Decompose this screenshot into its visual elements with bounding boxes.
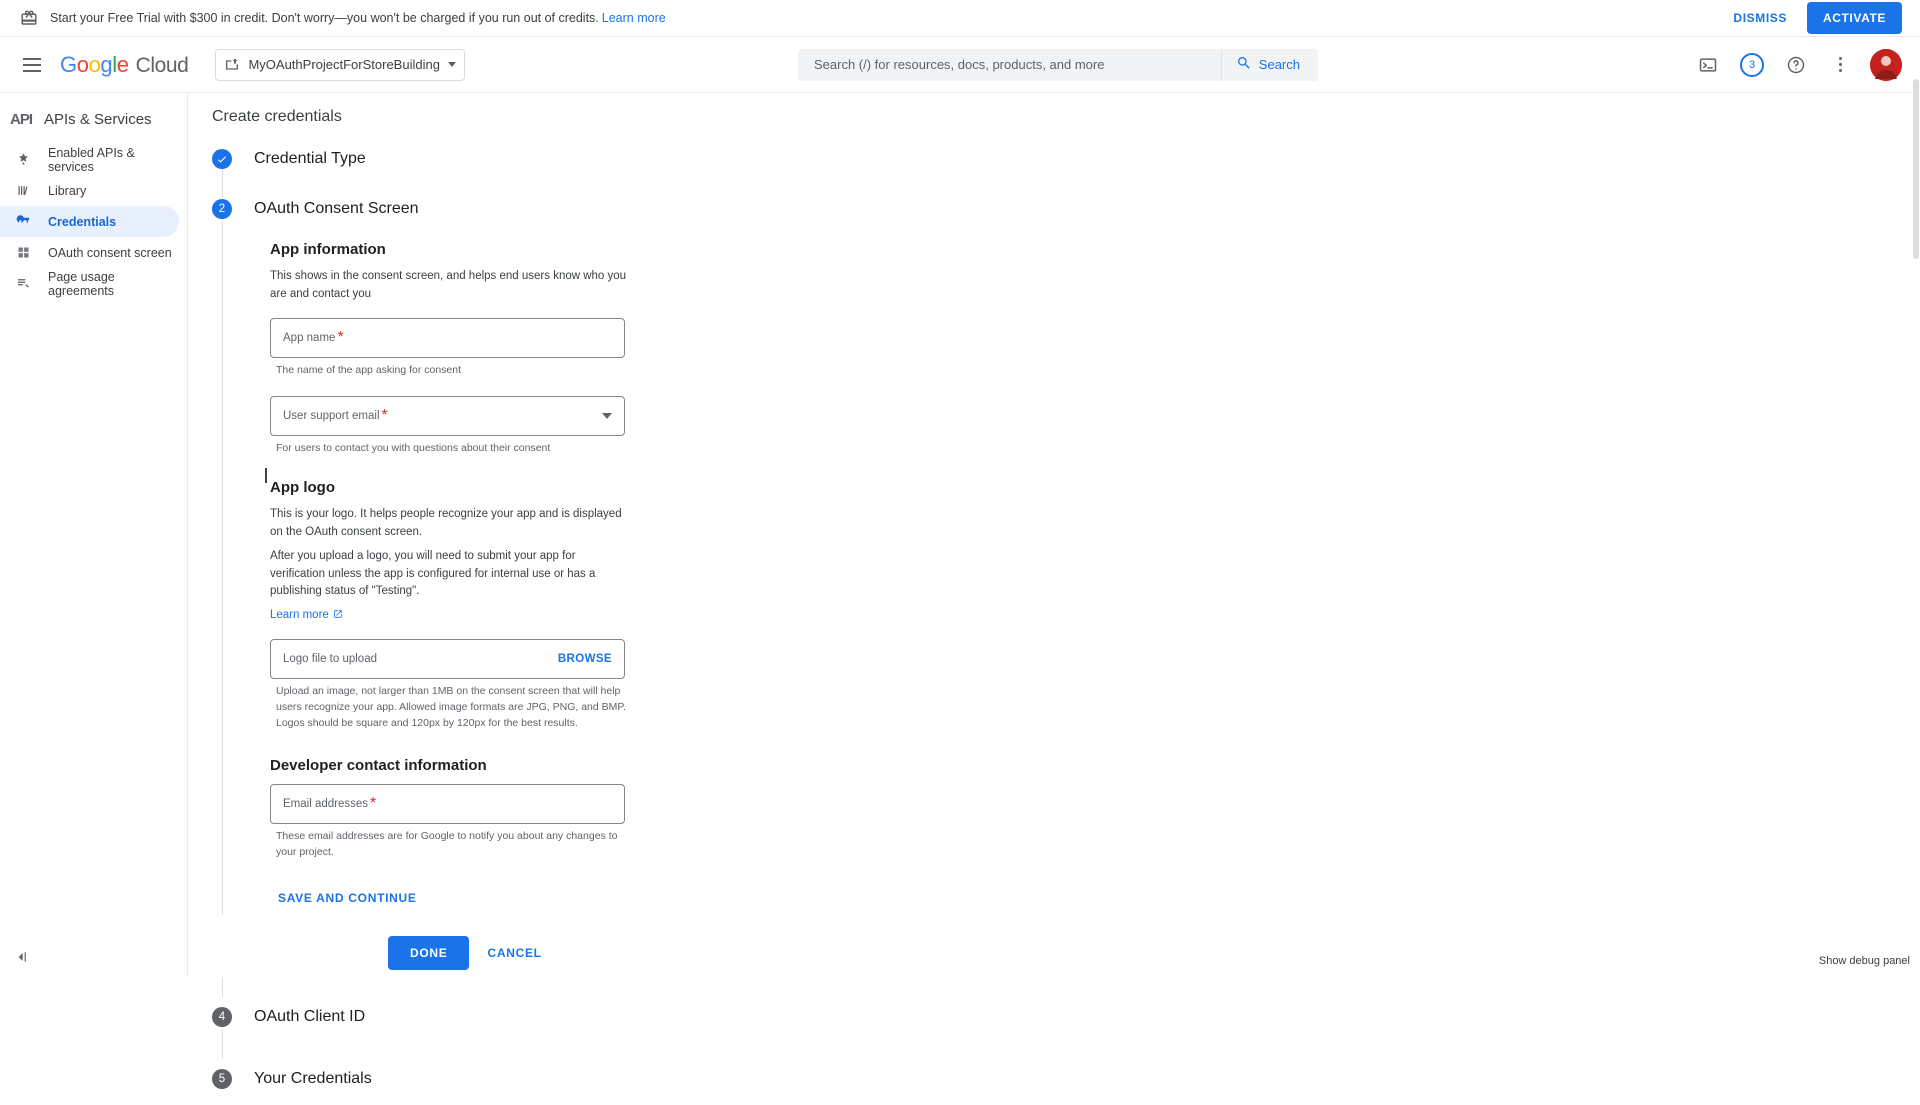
step-title: OAuth Client ID xyxy=(254,1007,366,1025)
step-your-credentials[interactable] xyxy=(212,1061,1920,1105)
top-right-actions xyxy=(1688,45,1912,85)
app-logo-heading: App logo xyxy=(270,479,335,497)
library-icon xyxy=(14,183,32,198)
browse-button[interactable]: BROWSE xyxy=(557,653,612,666)
developer-email-note: These email addresses are for Google to notify you about any changes to your project. xyxy=(276,830,618,859)
user-support-email-label: User support email xyxy=(283,410,380,423)
cancel-button[interactable]: CANCEL xyxy=(475,936,553,970)
dismiss-button[interactable]: DISMISS xyxy=(1721,3,1799,33)
logo-file-placeholder: Logo file to upload xyxy=(283,653,377,666)
consent-icon xyxy=(14,245,32,260)
top-navigation-bar xyxy=(0,37,1920,93)
learn-more-label: Learn more xyxy=(270,609,329,622)
step-title: Your Credentials xyxy=(254,1069,372,1087)
banner-text: Start your Free Trial with $300 in credit. Don't worry—you won't be charged if you run out of credits. xyxy=(50,11,599,25)
app-name-field[interactable] xyxy=(270,318,625,358)
sidebar-item-label: OAuth consent screen xyxy=(48,245,172,260)
sidebar-item-enabled-apis[interactable] xyxy=(0,144,179,175)
step-2-body xyxy=(254,241,1920,915)
step-marker-2: 2 xyxy=(212,199,232,219)
logo-cloud-text: Cloud xyxy=(135,53,189,77)
app-information-heading: App information xyxy=(270,241,386,258)
more-options-icon[interactable] xyxy=(1820,45,1860,85)
gift-icon xyxy=(18,7,40,29)
chevron-down-icon xyxy=(448,62,456,67)
step-oauth-client-id[interactable] xyxy=(212,999,1920,1051)
avatar[interactable] xyxy=(1870,49,1902,81)
search-icon xyxy=(1236,55,1252,74)
step-title: Credential Type xyxy=(254,150,366,167)
scrollbar-thumb[interactable] xyxy=(1913,79,1919,259)
activate-button[interactable]: ACTIVATE xyxy=(1807,2,1902,34)
key-icon xyxy=(14,214,32,229)
search-input[interactable] xyxy=(812,56,1207,73)
project-icon xyxy=(224,57,240,73)
project-selector[interactable] xyxy=(215,49,464,81)
external-link-icon xyxy=(333,609,343,622)
app-logo-description-2: After you upload a logo, you will need to submit your app for verification unless the app is configured for internal use or has a publishing status of "Testing". xyxy=(270,549,596,598)
banner-actions xyxy=(1721,2,1902,34)
project-name: MyOAuthProjectForStoreBuilding xyxy=(248,57,440,72)
required-asterisk: * xyxy=(370,795,377,813)
main-body xyxy=(0,93,1920,1087)
step-title: OAuth Consent Screen xyxy=(254,200,419,217)
main-content xyxy=(188,93,1920,1087)
free-trial-banner xyxy=(0,0,1920,37)
sidebar-item-credentials[interactable] xyxy=(0,206,179,237)
search-box[interactable] xyxy=(798,49,1221,81)
banner-learn-more-link[interactable]: Learn more xyxy=(601,11,666,25)
sidebar-title-label: APIs & Services xyxy=(44,111,152,128)
search-button[interactable] xyxy=(1221,49,1318,81)
app-name-note: The name of the app asking for consent xyxy=(276,363,462,376)
done-button[interactable]: DONE xyxy=(388,936,469,970)
api-icon: API xyxy=(10,111,33,128)
step-connector xyxy=(222,1029,223,1059)
developer-email-label: Email addresses xyxy=(283,798,369,811)
sidebar-item-oauth-consent-screen[interactable] xyxy=(0,237,179,268)
cloud-shell-icon[interactable] xyxy=(1688,45,1728,85)
text-cursor xyxy=(265,468,267,483)
sidebar-item-page-usage-agreements[interactable] xyxy=(0,268,179,299)
page-title: Create credentials xyxy=(212,108,342,125)
required-asterisk: * xyxy=(381,407,388,425)
wizard-action-bar xyxy=(188,929,1920,977)
dashboard-icon xyxy=(14,152,32,167)
logo-upload-note: Upload an image, not larger than 1MB on the consent screen that will help users recognize your app. Allowed image formats are JPG, PNG, and BMP. Logos should be square and 120px by 120px for the best results. xyxy=(276,685,626,729)
agreement-icon xyxy=(14,276,32,291)
sidebar-item-label: Enabled APIs & services xyxy=(48,145,135,174)
step-connector xyxy=(222,221,223,915)
save-and-continue-button[interactable]: SAVE AND CONTINUE xyxy=(266,881,429,915)
help-icon[interactable] xyxy=(1776,45,1816,85)
search-button-label: Search xyxy=(1258,57,1300,72)
menu-icon[interactable] xyxy=(12,45,52,85)
developer-contact-heading: Developer contact information xyxy=(270,757,487,775)
step-marker-5: 5 xyxy=(212,1069,232,1089)
step-marker-check xyxy=(212,149,232,169)
search-area xyxy=(798,49,1318,81)
required-asterisk: * xyxy=(337,328,344,346)
app-logo-description-1: This is your logo. It helps people recognize your app and is displayed on the OAuth consent screen. xyxy=(270,508,622,538)
sidebar xyxy=(0,93,188,977)
step-oauth-consent-screen xyxy=(212,191,1920,915)
page-scrollbar[interactable] xyxy=(1912,57,1920,941)
step-header-2[interactable] xyxy=(254,191,1920,227)
logo-file-upload-field[interactable] xyxy=(270,639,625,679)
user-support-email-note: For users to contact you with questions about their consent xyxy=(276,442,551,455)
app-information-description: This shows in the consent screen, and helps end users know who you are and contact you xyxy=(270,270,627,300)
sidebar-item-label: Page usage agreements xyxy=(48,269,115,298)
step-credential-type[interactable] xyxy=(212,141,1920,191)
notification-count: 3 xyxy=(1740,53,1764,77)
developer-email-field[interactable] xyxy=(270,784,625,824)
user-support-email-select[interactable] xyxy=(270,396,625,436)
sidebar-item-label: Library xyxy=(48,183,87,198)
show-debug-panel-link[interactable]: Show debug panel xyxy=(1818,955,1910,967)
notifications-icon[interactable] xyxy=(1732,45,1772,85)
google-cloud-logo[interactable]: G o o g l e Cloud xyxy=(60,51,189,77)
app-logo-learn-more-link[interactable] xyxy=(270,609,343,622)
step-marker-4: 4 xyxy=(212,1007,232,1027)
sidebar-title xyxy=(0,103,187,136)
collapse-sidebar-icon[interactable] xyxy=(10,945,34,969)
sidebar-item-library[interactable] xyxy=(0,175,179,206)
app-name-label: App name xyxy=(283,331,336,344)
sidebar-item-label: Credentials xyxy=(48,214,117,229)
chevron-down-icon xyxy=(602,413,612,419)
